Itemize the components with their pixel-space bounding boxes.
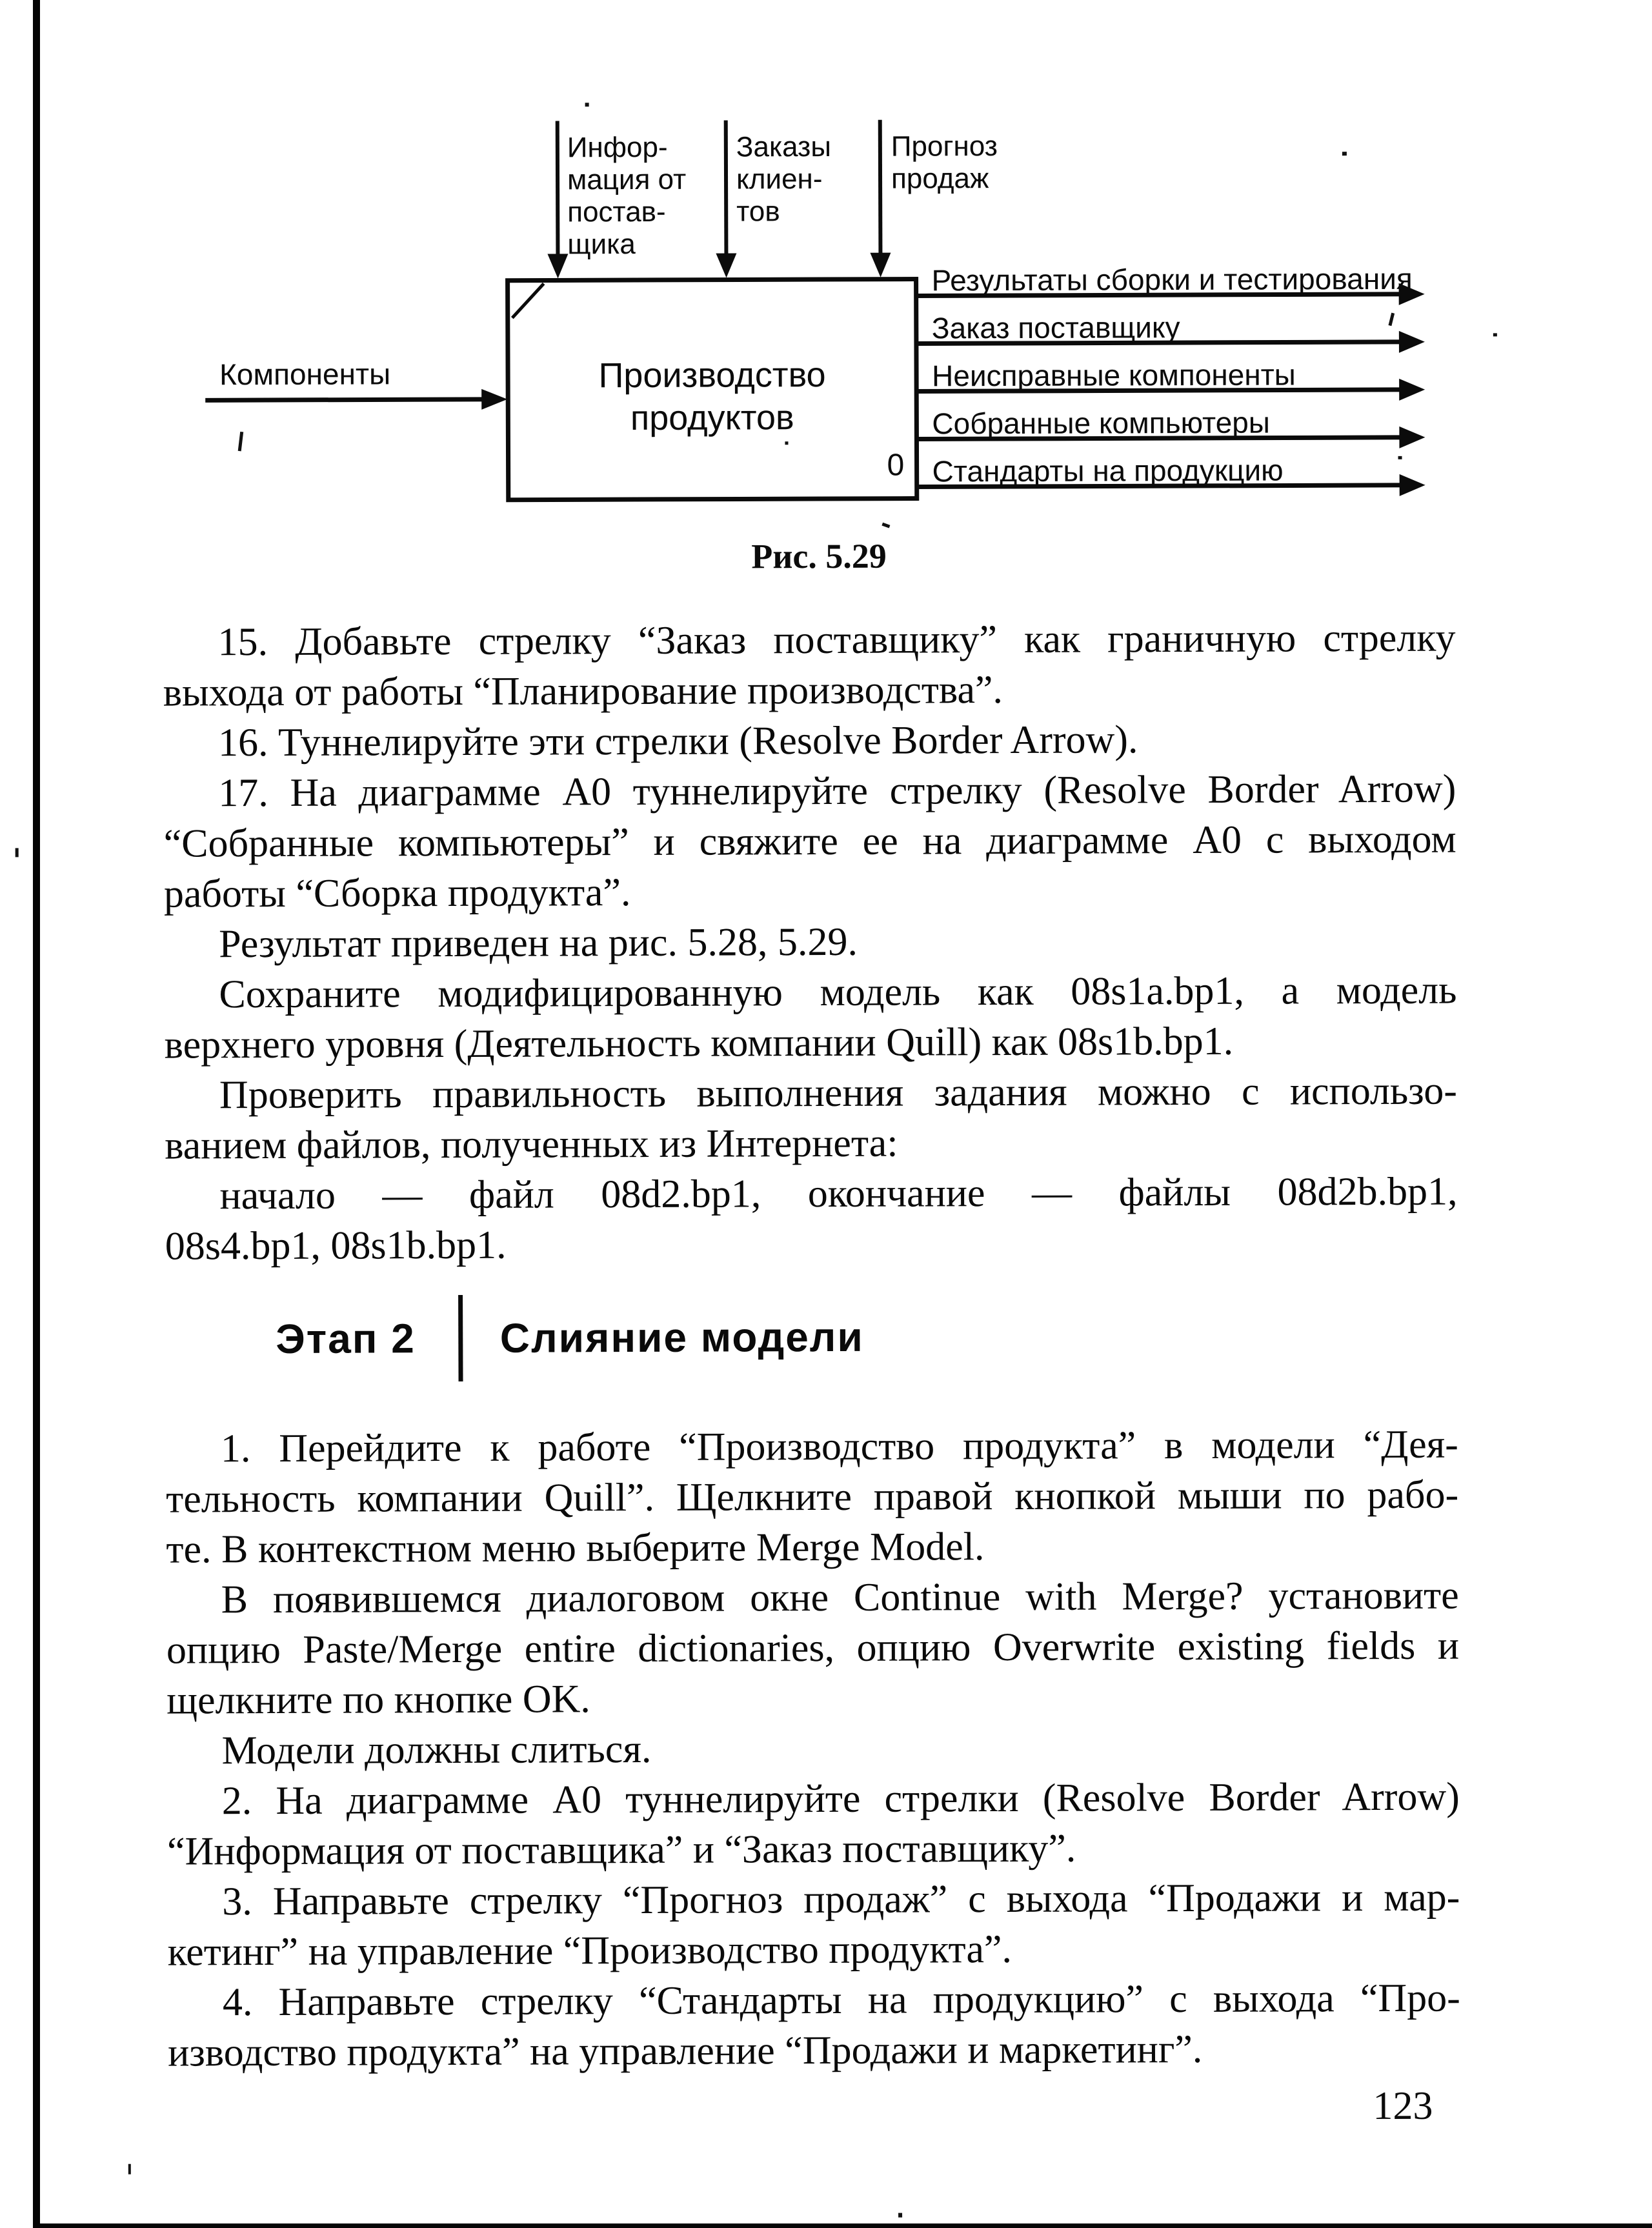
label-supplier-order: Заказ поставщику [931, 310, 1180, 345]
text-line: “Информация от поставщика” и “Заказ поставщику”. [166, 1826, 1076, 1874]
page-number: 123 [1373, 2083, 1433, 2129]
text-line: 08s4.bp1, 08s1b.bp1. [165, 1223, 507, 1269]
scan-artifact [15, 848, 19, 857]
scan-artifact [785, 441, 788, 445]
control-arrow-supplier-info [547, 121, 569, 278]
activity-box-number: 0 [887, 448, 905, 483]
label-assembled-computers: Собранные компьютеры [932, 405, 1270, 441]
text-line: верхнего уровня (Деятельность компании Quill) как 08s1b.bp1. [164, 1019, 1234, 1067]
text-line: работы “Сборка продукта”. [163, 870, 631, 916]
text-line: щелкните по кнопке OK. [166, 1677, 590, 1723]
figure-caption: Рис. 5.29 [751, 536, 887, 576]
text-line: 1. Перейдите к работе “Производство продукта” в модели “Дея- [220, 1422, 1459, 1471]
text-line: начало — файл 08d2.bp1, окончание — файлы 08d2b.bp1, [219, 1169, 1458, 1218]
text-line: Результат приведен на рис. 5.28, 5.29. [219, 919, 858, 967]
label-components: Компоненты [219, 357, 391, 392]
text-line: опцию Paste/Merge entire dictionaries, опцию Overwrite existing fields и [166, 1623, 1460, 1672]
scan-artifact [1342, 152, 1347, 156]
stage-title: Слияние модели [499, 1313, 864, 1361]
label-client-orders: Заказы клиен- тов [736, 130, 831, 228]
activity-box-title: Производство продуктов [598, 355, 826, 438]
text-line: кетинг” на управление “Производство продукта”. [167, 1927, 1012, 1974]
text-line: ванием файлов, полученных из Интернета: [165, 1121, 898, 1168]
label-assembly-test-results: Результаты сборки и тестирования [931, 261, 1413, 297]
text-line: Проверить правильность выполнения задания можно с использо- [219, 1069, 1458, 1118]
stage-heading [276, 1292, 864, 1383]
heading-divider [458, 1295, 463, 1381]
text-line: 17. На диаграмме А0 туннелируйте стрелку (Resolve Border Arrow) [218, 767, 1456, 816]
label-supplier-info: Инфор- мация от постав- щика [567, 131, 687, 261]
text-line: “Собранные компьютеры” и свяжите ее на диаграмме А0 с выходом [163, 817, 1456, 866]
text-line: те. В контекстном меню выберите Merge Model. [166, 1525, 985, 1572]
body-text-block-2 [166, 1420, 1461, 2078]
body-text-block-1 [163, 613, 1458, 1272]
scan-artifact [128, 2164, 131, 2174]
text-line: 4. Направьте стрелку “Стандарты на продукцию” с выхода “Про- [222, 1976, 1460, 2025]
text-line: 2. На диаграмме А0 туннелируйте стрелки (Resolve Border Arrow) [221, 1774, 1460, 1823]
text-line: Сохраните модифицированную модель как 08s1a.bp1, а модель [219, 968, 1457, 1017]
scan-artifact [898, 2213, 902, 2218]
text-line: тельность компании Quill”. Щелкните правой кнопкой мыши по рабо- [166, 1472, 1459, 1521]
text-line: изводство продукта” на управление “Продажи и маркетинг”. [168, 2027, 1203, 2075]
label-faulty-components: Неисправные компоненты [932, 357, 1296, 393]
scan-artifact [1398, 456, 1402, 459]
diagram-graphics [0, 0, 1650, 596]
stage-label: Этап 2 [276, 1315, 416, 1362]
scan-artifact [585, 103, 589, 106]
text-line: В появившемся диалоговом окне Continue with Merge? установите [221, 1573, 1459, 1622]
input-arrow-components [205, 389, 507, 411]
text-line: 16. Туннелируйте эти стрелки (Resolve Border Arrow). [217, 718, 1138, 765]
text-line: Модели должны слиться. [221, 1727, 652, 1773]
text-line: 3. Направьте стрелку “Прогноз продаж” с выхода “Продажи и мар- [222, 1875, 1460, 1924]
scan-artifact [1493, 333, 1497, 336]
text-line: 15. Добавьте стрелку “Заказ поставщику” как граничную стрелку [217, 616, 1456, 665]
control-arrow-sales-forecast [870, 120, 891, 277]
text-line: выхода от работы “Планирование производства”. [163, 668, 1003, 715]
control-arrow-client-orders [716, 120, 737, 277]
label-product-standards: Стандарты на продукцию [932, 453, 1284, 488]
label-sales-forecast: Прогноз продаж [891, 130, 998, 195]
